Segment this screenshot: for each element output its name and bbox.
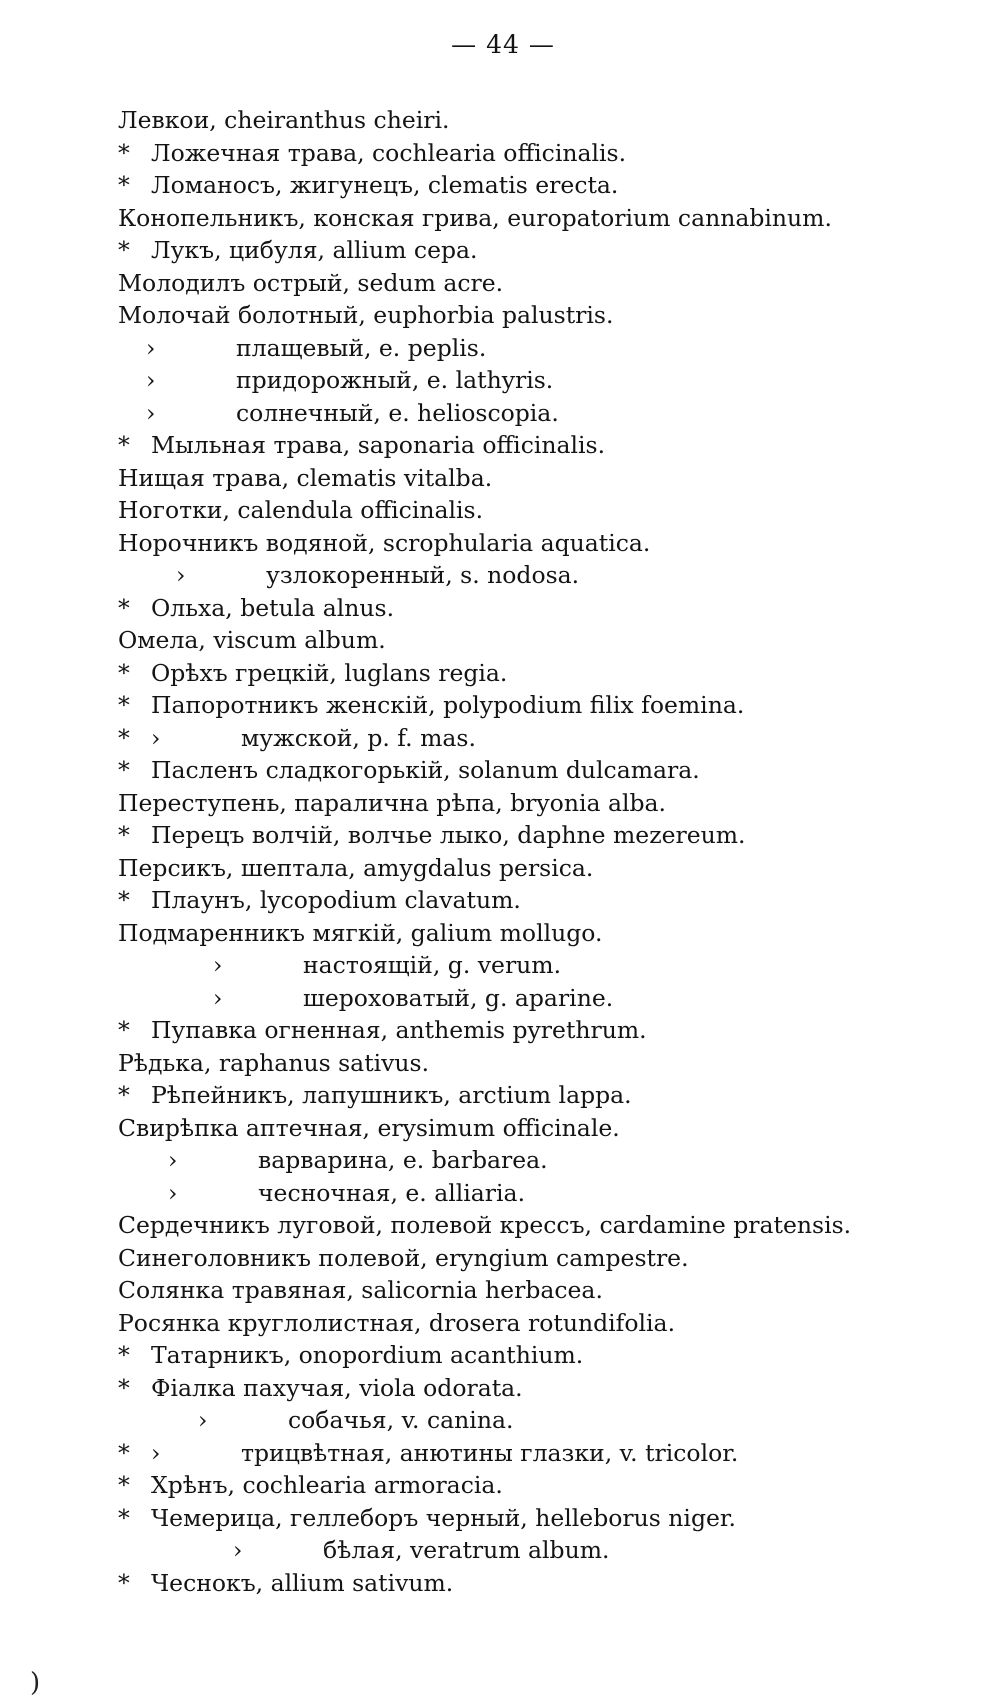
entry-text: Нищая трава, clematis vitalba. [118,463,493,492]
entry-text: Пупавка огненная, anthemis pyrethrum. [151,1016,647,1044]
entry-text: Переступень, паралична рѣпа, bryonia alba. [118,788,667,817]
entry-ditto-mark: › [213,951,223,979]
entry-text: собачья, v. canina. [288,1406,514,1434]
entry-star-mark: * [118,756,130,784]
entry-row [118,1144,988,1177]
entry-row [118,819,988,852]
entry-row [118,104,988,137]
entry-row [118,494,988,527]
entry-text: Подмаренникъ мягкій, galium mollugo. [118,918,603,947]
entry-text: Конопельникъ, конская грива, europatorium cannabinum. [118,203,832,232]
entry-text: Чемерица, геллеборъ черный, helleborus niger. [151,1503,737,1532]
entry-text: Норочникъ водяной, scrophularia aquatica. [118,528,651,557]
entry-text: бѣлая, veratrum album. [323,1536,610,1564]
entry-row [118,137,988,170]
entry-row [118,397,988,430]
entry-text: Перецъ волчій, волчье лыко, daphne mezereum. [151,821,746,849]
entry-row [118,754,988,787]
entry-star-mark: * [118,1016,130,1044]
entry-text: чесночная, e. alliaria. [258,1178,526,1207]
entry-star-mark: * [118,138,130,167]
entry-row [118,852,988,885]
entry-text: Ноготки, calendula officinalis. [118,496,484,524]
entry-star-mark: * [118,886,130,914]
entry-star-mark: * [118,1503,130,1532]
entry-row [118,364,988,397]
entry-star-mark: * [118,691,130,719]
entry-row [118,1534,988,1567]
entry-row [118,949,988,982]
entry-star-mark: * [118,171,130,199]
entry-row [118,1112,988,1145]
entry-ditto-mark: › [146,333,156,362]
entry-text: Рѣпейникъ, лапушникъ, arctium lappa. [151,1081,632,1109]
entry-row [118,1437,988,1470]
entry-text: Свирѣпка аптечная, erysimum officinale. [118,1113,620,1142]
entry-row [118,1209,988,1242]
entry-row [118,1339,988,1372]
entry-text: Фіалка пахучая, viola odorata. [151,1373,523,1402]
entry-text: Ольха, betula alnus. [151,593,395,622]
entry-text: придорожный, e. lathyris. [236,366,554,394]
entry-row [118,1274,988,1307]
entry-row [118,1014,988,1047]
entry-ditto-mark: › [146,398,156,427]
entry-text: Плаунъ, lycopodium clavatum. [151,886,521,914]
entry-star-mark: * [118,1081,130,1109]
margin-mark: ) [30,1668,41,1698]
entry-text: Синеголовникъ полевой, eryngium campestre. [118,1243,689,1272]
entry-row [118,1242,988,1275]
entry-row [118,267,988,300]
entry-text: Хрѣнъ, cochlearia armoracia. [151,1471,503,1499]
entry-text: Мыльная трава, saponaria officinalis. [151,431,606,459]
entry-star-mark: * [118,1471,130,1499]
entry-text: Рѣдька, raphanus sativus. [118,1048,430,1077]
entry-row [118,1567,988,1600]
entry-row [118,462,988,495]
entry-text: Сердечникъ луговой, полевой крессъ, cardamine pratensis. [118,1211,852,1239]
entry-star-mark: * [118,1568,130,1597]
entry-row [118,429,988,462]
entry-row [118,592,988,625]
entry-text: Татарникъ, onopordium acanthium. [151,1341,584,1369]
entry-row [118,1307,988,1340]
entry-row [118,1404,988,1437]
entry-text: Папоротникъ женскій, polypodium filix foemina. [151,691,745,719]
entry-star-mark: * [118,1373,130,1402]
entry-text: настоящій, g. verum. [303,951,562,979]
entry-row [118,559,988,592]
entry-star-mark: * [118,593,130,622]
entry-row [118,787,988,820]
plant-list [118,104,988,1599]
entry-ditto-mark: › [168,1178,178,1207]
entry-ditto-mark: › [213,983,223,1012]
entry-text: Орѣхъ грецкій, luglans regia. [151,658,508,687]
entry-text: шероховатый, g. aparine. [303,983,614,1012]
entry-row [118,884,988,917]
entry-text: Молочай болотный, euphorbia palustris. [118,301,614,329]
entry-row [118,332,988,365]
entry-text: Чеснокъ, allium sativum. [151,1568,454,1597]
entry-text: Росянка круглолистная, drosera rotundifolia. [118,1308,676,1337]
entry-text: Персикъ, шептала, amygdalus persica. [118,853,594,882]
entry-text: Солянка травяная, salicornia herbacea. [118,1276,603,1304]
entry-row [118,1047,988,1080]
entry-row [118,722,988,755]
entry-text: Лукъ, цибуля, allium cepa. [151,236,478,264]
entry-row [118,202,988,235]
entry-row [118,1079,988,1112]
entry-text: узлокоренный, s. nodosa. [266,561,580,589]
entry-text: трицвѣтная, анютины глазки, v. tricolor. [241,1438,739,1467]
entry-star-mark: * [118,236,130,264]
entry-text: Пасленъ сладкогорькій, solanum dulcamara. [151,756,700,784]
entry-text: варварина, e. barbarea. [258,1146,548,1174]
entry-row [118,1469,988,1502]
entry-row [118,169,988,202]
entry-row [118,1502,988,1535]
entry-star-mark: * [118,821,130,849]
entry-ditto-mark: › [176,561,186,589]
entry-row [118,1177,988,1210]
entry-star-mark: * [118,1438,130,1467]
entry-text: мужской, p. f. mas. [241,723,476,752]
entry-text: Ложечная трава, cochlearia officinalis. [151,138,627,167]
entry-row [118,657,988,690]
entry-row [118,234,988,267]
entry-text: Омела, viscum album. [118,626,386,654]
entry-ditto-mark: › [146,366,156,394]
entry-text: Левкои, cheiranthus cheiri. [118,106,450,134]
entry-ditto-mark: › [198,1406,208,1434]
entry-ditto-mark: › [151,1438,161,1467]
entry-text: солнечный, e. helioscopia. [236,398,559,427]
entry-star-mark: * [118,658,130,687]
entry-star-mark: * [118,431,130,459]
entry-ditto-mark: › [151,723,161,752]
entry-row [118,624,988,657]
page-number: — 44 — [451,30,555,59]
entry-row [118,917,988,950]
entry-star-mark: * [118,1341,130,1369]
entry-row [118,689,988,722]
entry-row [118,982,988,1015]
entry-row [118,1372,988,1405]
entry-text: Ломаносъ, жигунецъ, clematis erecta. [151,171,619,199]
entry-text: плащевый, e. peplis. [236,333,487,362]
entry-ditto-mark: › [233,1536,243,1564]
entry-star-mark: * [118,723,130,752]
entry-row [118,299,988,332]
entry-row [118,527,988,560]
entry-ditto-mark: › [168,1146,178,1174]
entry-text: Молодилъ острый, sedum acre. [118,268,504,297]
